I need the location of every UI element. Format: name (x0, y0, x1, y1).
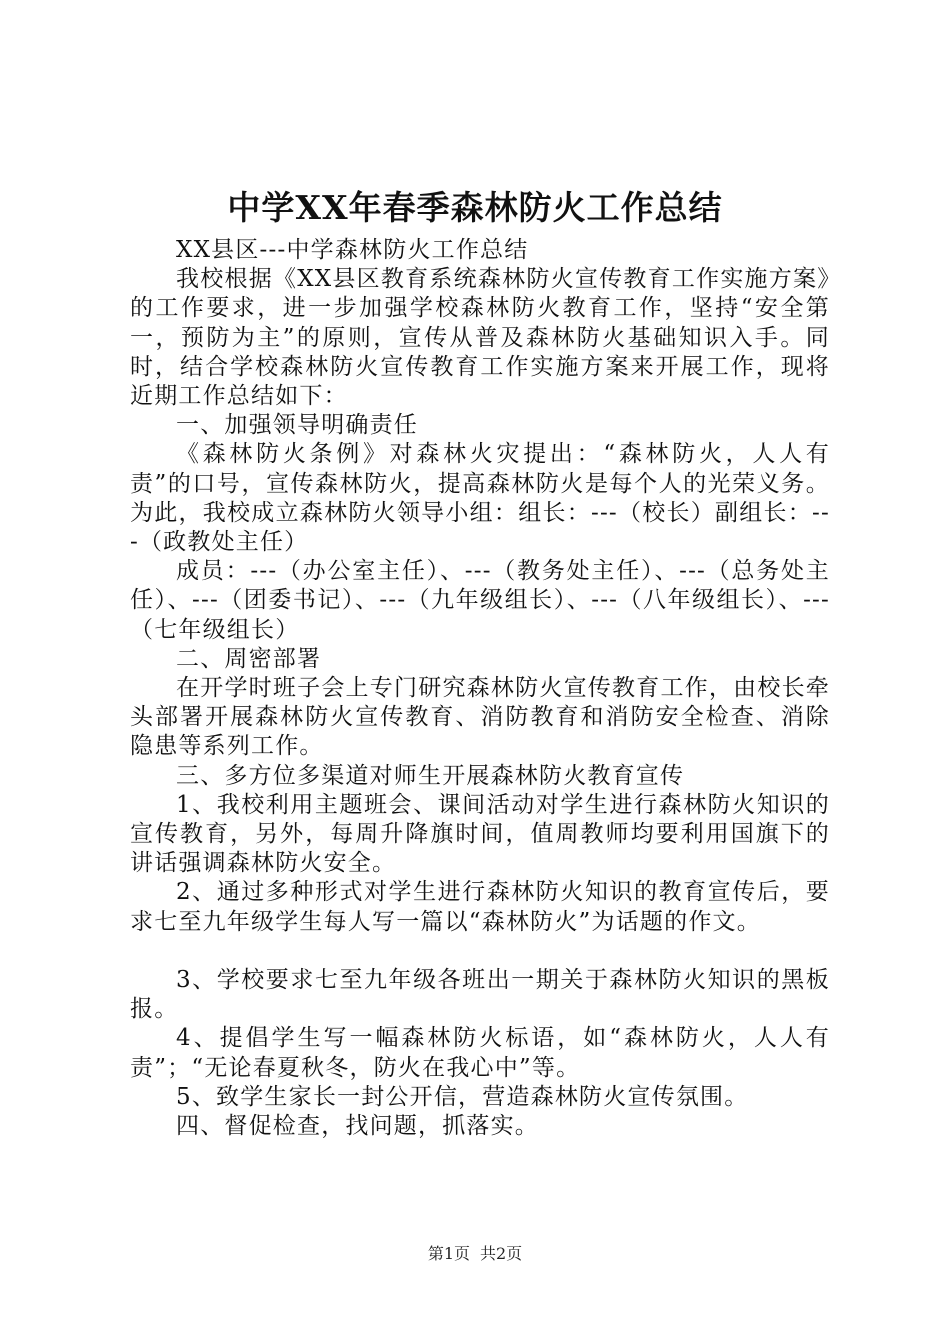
list-item: 4、提倡学生写一幅森林防火标语，如“森林防火，人人有责”；“无论春夏秋冬，防火在我心中”等。 (130, 1025, 830, 1081)
section-heading-1: 一、加强领导明确责任 (176, 412, 418, 439)
intro-paragraph: 我校根据《XX县区教育系统森林防火宣传教育工作实施方案》的工作要求，进一步加强学校森林防火教育工作，坚持“安全第一，预防为主”的原则，宣传从普及森林防火基础知识入手。同时，结合学校森林防火宣传教育工作实施方案来开展工作，现将近期工作总结如下： (130, 266, 830, 410)
subtitle-paragraph: XX县区---中学森林防火工作总结 (176, 237, 529, 263)
blank-line (130, 937, 830, 966)
body-paragraph: 在开学时班子会上专门研究森林防火宣传教育工作，由校长牵头部署开展森林防火宣传教育、消防教育和消防安全检查、消除隐患等系列工作。 (130, 675, 830, 760)
section-heading-3: 三、多方位多渠道对师生开展森林防火教育宣传 (176, 762, 685, 789)
list-item: 2、通过多种形式对学生进行森林防火知识的教育宣传后，要求七至九年级学生每人写一篇以“森林防火”为话题的作文。 (130, 879, 830, 935)
list-item: 3、学校要求七至九年级各班出一期关于森林防火知识的黑板报。 (130, 967, 830, 1023)
body-paragraph: 成员：---（办公室主任）、---（教务处主任）、---（总务处主任）、---（团委书记）、---（九年级组长）、---（八年级组长）、---（七年级组长） (130, 558, 830, 643)
page-total: 共2页 (480, 1244, 523, 1263)
section-heading-2: 二、周密部署 (176, 645, 322, 672)
section-heading-4: 四、督促检查，找问题，抓落实。 (176, 1113, 539, 1140)
page-footer (0, 1243, 950, 1265)
document-title: 中学XX年春季森林防火工作总结 (227, 188, 723, 227)
document-body (130, 236, 830, 1141)
list-item: 1、我校利用主题班会、课间活动对学生进行森林防火知识的宣传教育，另外，每周升降旗时间，值周教师均要利用国旗下的讲话强调森林防火安全。 (130, 791, 830, 877)
page-number: 第1页 (427, 1244, 470, 1263)
list-item: 5、致学生家长一封公开信，营造森林防火宣传氛围。 (176, 1083, 749, 1110)
body-paragraph: 《森林防火条例》对森林火灾提出：“森林防火，人人有责”的口号，宣传森林防火，提高森林防火是每个人的光荣义务。为此，我校成立森林防火领导小组：组长：---（校长）副组长：---（政教处主任） (130, 441, 830, 556)
